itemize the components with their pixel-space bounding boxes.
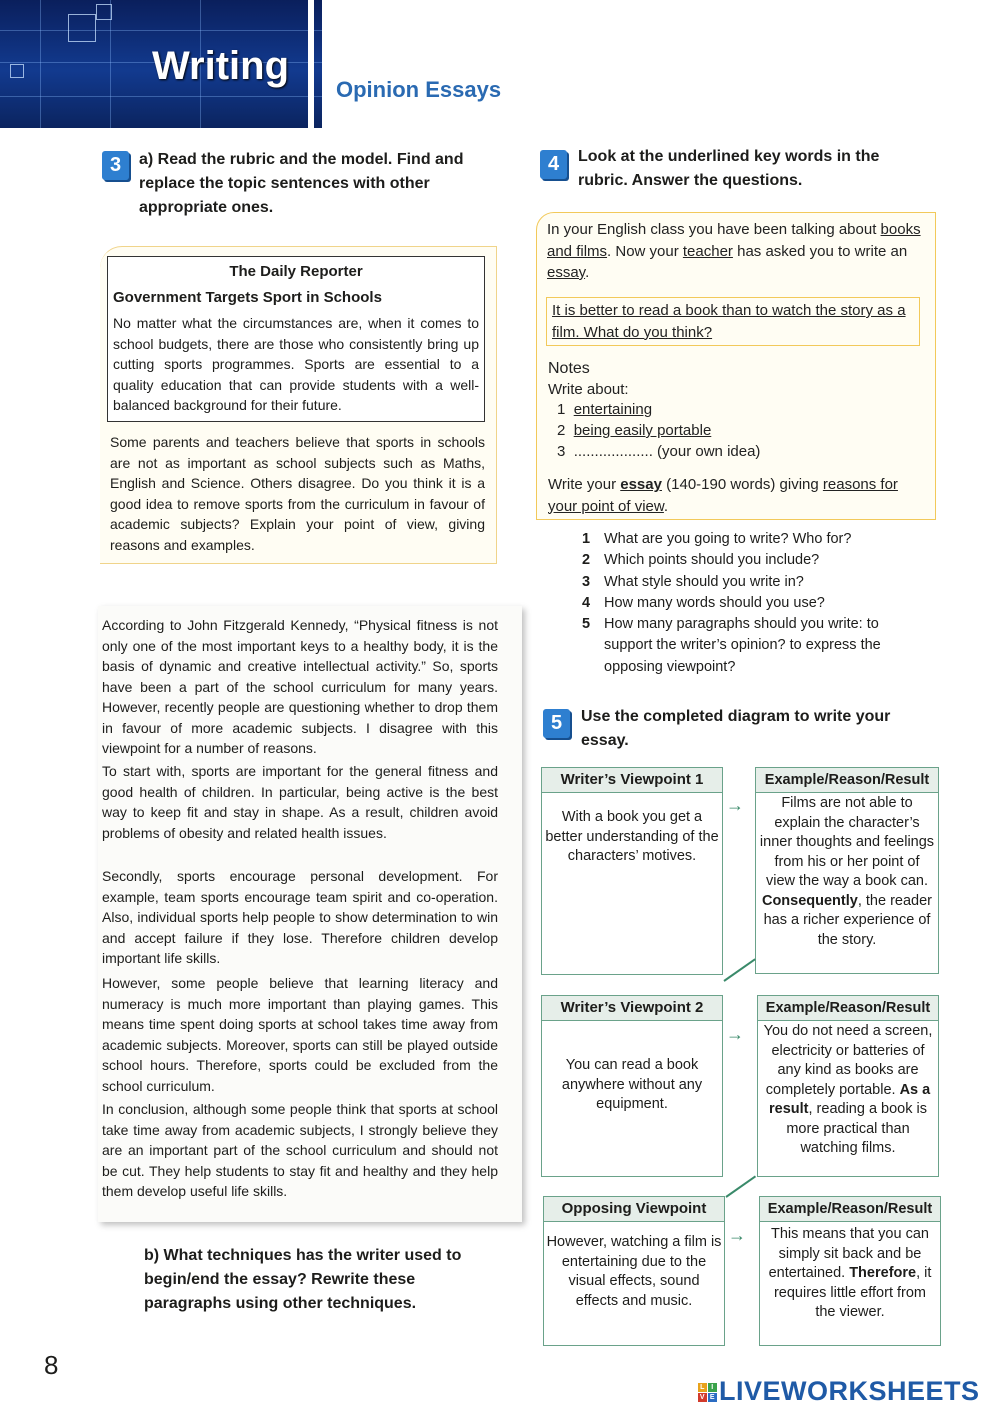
section-3-instruction: a) Read the rubric and the model. Find and replace the topic sentences with other appropriate ones. <box>139 151 464 216</box>
rubric-final-text: (140-190 words) giving <box>661 476 823 493</box>
essay-paragraph-1: According to John Fitzgerald Kennedy, “Physical fitness is not only one of the most important keys to a healthy body, it is the basis of dynamic and creative intellectual activity.” So, sports have been a part of the school curriculum for many years. However, recently people are questioning whether to drop them in favour of more academic subjects. I disagree with this viewpoint for a number of reasons. <box>102 617 498 756</box>
notes-item-number: 1 <box>557 401 566 418</box>
notes-item <box>557 399 652 421</box>
keyword-reasons: reasons for your point of view <box>548 476 898 515</box>
diagram-heading: Opposing Viewpoint <box>544 1197 724 1222</box>
question-item <box>582 529 912 550</box>
section-3b-instruction: b) What techniques has the writer used to begin/end the essay? Rewrite these paragraphs using other techniques. <box>144 1247 462 1312</box>
page-subtitle: Opinion Essays <box>336 77 502 102</box>
page-title: Writing <box>152 44 290 88</box>
question-text: How many words should you use? <box>604 594 825 611</box>
section-4-questions <box>582 529 912 678</box>
diagram-text-part: , it requires little effort from the viewer. <box>773 1265 932 1320</box>
question-item <box>582 593 912 614</box>
section-3-badge: 3 <box>102 151 129 180</box>
diagram-heading: Example/Reason/Result <box>756 768 938 793</box>
diagram-text-part: , reading a book is more practical than watching films. <box>786 1101 927 1156</box>
essay-paragraph-2: To start with, sports are important for the general fitness and good health of children. In particular, being active is the best way to keep fit and stay in shape. As a result, children avoid problems of obesity and related health issues. <box>102 763 498 841</box>
arrow-right-icon: → <box>726 1024 744 1044</box>
essay-paragraph-5: In conclusion, although some people think that sports at school take time away from academic subjects, I strongly believe they are an important part of the school curriculum and should not be cut. They help students to stay fit and healthy and they help them develop useful life skills. <box>102 1101 498 1199</box>
question-item <box>582 614 912 678</box>
rubric-intro-text: . <box>585 264 590 281</box>
diagram-viewpoint-1 <box>541 767 723 975</box>
write-about: Write about: <box>548 381 629 398</box>
notes-item-number: 2 <box>557 422 566 439</box>
question-number: 5 <box>582 616 591 633</box>
diagram-connector-line <box>725 1176 756 1198</box>
diagram-connector: Consequently <box>761 892 858 909</box>
notes-item-number: 3 <box>557 443 566 460</box>
diagram-text-part: This means that you can simply sit back and be entertained. <box>768 1226 929 1281</box>
diagram-text <box>758 794 936 950</box>
diagram-text: However, watching a film is entertaining due to the visual effects, sound effects and music. <box>546 1234 722 1309</box>
page-number: 8 <box>44 1350 59 1380</box>
diagram-heading: Writer’s Viewpoint 1 <box>542 768 722 793</box>
diagram-connector-line <box>723 958 755 981</box>
article-body: No matter what the circumstances are, when it comes to school budgets, there are those who consistently bring up cutting sports programmes. Sports are essential to a quality education that can provide students with a well-balanced background for their future. <box>113 315 479 413</box>
essay-paragraph-3: Secondly, sports encourage personal development. For example, team sports encourage team spirit and co-operation. Also, individual sports help people to show determination to win and accept failure if they lose. Therefore children develop important life skills. <box>102 868 498 966</box>
question-text: What style should you write in? <box>604 573 804 590</box>
diagram-heading: Example/Reason/Result <box>758 996 938 1021</box>
rubric-statement: It is better to read a book than to watch the story as a film. What do you think? <box>546 297 920 346</box>
diagram-example-2 <box>757 995 939 1177</box>
rubric-intro-text: has asked you to write an <box>732 242 908 260</box>
diagram-connector: As a result <box>769 1081 931 1117</box>
section-3-rubric-text: Some parents and teachers believe that sports in schools are not as important as school subjects such as Maths, English and Science. Others disagree. Do you think it is a good idea to remove sports from the curriculum in favour of academic subjects? Explain your point of view, giving reasons and examples. <box>110 434 485 553</box>
rubric-final-text: Write your <box>548 476 621 493</box>
notes-item-text: ................... (your own idea) <box>573 443 761 460</box>
keyword-books-films: books and films <box>547 221 921 260</box>
diagram-text-part: You do not need a screen, electricity or batteries of any kind as books are completely portable. <box>763 1023 933 1098</box>
keyword-teacher: teacher <box>682 242 733 260</box>
article-headline: Government Targets Sport in Schools <box>113 289 382 306</box>
essay-paragraph-4: However, some people believe that learning literacy and numeracy is much more important than playing games. This means time spent doing sports at school takes time away from academic subjects. Moreover, sports can still be played outside school hours. Therefore, sports could be excluded from the school curriculum. <box>102 975 498 1094</box>
diagram-text <box>762 1225 938 1323</box>
keyword-essay: essay <box>547 264 586 281</box>
diagram-text <box>760 1022 936 1159</box>
diagram-text-part: , the reader has a richer experience of the story. <box>763 892 933 948</box>
diagram-text: You can read a book anywhere without any equipment. <box>561 1057 703 1112</box>
diagram-heading: Writer’s Viewpoint 2 <box>542 996 722 1021</box>
arrow-right-icon: → <box>728 1225 746 1245</box>
question-number: 1 <box>582 531 591 547</box>
newspaper-article <box>107 256 485 422</box>
diagram-opposing-viewpoint <box>543 1196 725 1346</box>
question-number: 3 <box>582 573 591 590</box>
rubric-intro-text: . Now your <box>607 242 683 260</box>
header-divider <box>308 0 314 128</box>
diagram-text: With a book you get a better understanding of the characters’ motives. <box>545 809 719 864</box>
liveworksheets-logo[interactable] <box>698 1376 980 1407</box>
section-5-instruction: Use the completed diagram to write your essay. <box>581 708 891 749</box>
diagram-viewpoint-2 <box>541 995 723 1177</box>
section-4-instruction: Look at the underlined key words in the rubric. Answer the questions. <box>578 148 880 189</box>
question-text: What are you going to write? Who for? <box>604 531 852 547</box>
rubric-final <box>548 474 928 517</box>
diagram-heading: Example/Reason/Result <box>760 1197 940 1222</box>
logo-icon: L I V E <box>699 1384 716 1402</box>
notes-item <box>557 420 711 442</box>
logo-text: LIVEWORKSHEETS <box>719 1376 980 1406</box>
question-number: 4 <box>582 594 591 611</box>
diagram-example-1 <box>755 767 939 974</box>
diagram-example-3 <box>759 1196 941 1346</box>
notes-item-text: entertaining <box>573 401 653 418</box>
rubric-final-text: . <box>663 497 669 515</box>
keyword-essay-2: essay <box>620 476 662 493</box>
newspaper-name: The Daily Reporter <box>229 263 363 280</box>
arrow-right-icon: → <box>726 795 744 815</box>
rubric-intro-text: In your English class you have been talking about <box>547 221 881 238</box>
diagram-connector: Therefore <box>849 1265 917 1281</box>
question-item <box>582 572 912 593</box>
section-5-badge: 5 <box>543 709 570 738</box>
question-text: Which points should you include? <box>604 552 820 569</box>
question-text: How many paragraphs should you write: to support the writer’s opinion? to express the opposing viewpoint? <box>604 616 881 675</box>
rubric-intro <box>547 219 927 284</box>
question-number: 2 <box>582 552 591 569</box>
notes-item <box>557 441 760 463</box>
diagram-text-part: Films are not able to explain the character’s inner thoughts and feelings from his or her point of view the way a book can. <box>759 795 935 889</box>
notes-item-text: being easily portable <box>573 422 712 439</box>
question-item <box>582 550 912 571</box>
notes-title: Notes <box>548 360 590 377</box>
section-4-badge: 4 <box>540 150 567 179</box>
